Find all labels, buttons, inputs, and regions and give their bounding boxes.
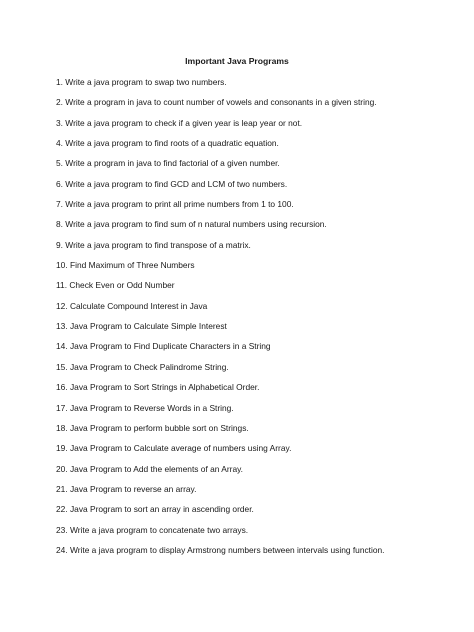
list-item: 15. Java Program to Check Palindrome String. <box>56 361 229 372</box>
list-item: 3. Write a java program to check if a given year is leap year or not. <box>56 117 303 128</box>
list-item: 22. Java Program to sort an array in ascending order. <box>56 504 254 515</box>
list-item: 10. Find Maximum of Three Numbers <box>56 260 195 271</box>
list-item: 4. Write a java program to find roots of a quadratic equation. <box>56 138 279 149</box>
list-item: 8. Write a java program to find sum of n natural numbers using recursion. <box>56 219 327 230</box>
list-item: 13. Java Program to Calculate Simple Interest <box>56 321 227 332</box>
list-item: 6. Write a java program to find GCD and LCM of two numbers. <box>56 178 288 189</box>
list-item: 19. Java Program to Calculate average of numbers using Array. <box>56 443 292 454</box>
list-item: 20. Java Program to Add the elements of an Array. <box>56 463 243 474</box>
list-item: 7. Write a java program to print all prime numbers from 1 to 100. <box>56 199 294 210</box>
list-item: 11. Check Even or Odd Number <box>56 280 175 291</box>
program-list <box>56 76 456 564</box>
list-item: 18. Java Program to perform bubble sort on Strings. <box>56 422 249 433</box>
list-item: 16. Java Program to Sort Strings in Alphabetical Order. <box>56 382 260 393</box>
list-item: 23. Write a java program to concatenate two arrays. <box>56 524 249 535</box>
list-item: 24. Write a java program to display Armstrong numbers between intervals using function. <box>56 544 385 555</box>
list-item: 2. Write a program in java to count number of vowels and consonants in a given string. <box>56 97 377 108</box>
list-item: 14. Java Program to Find Duplicate Characters in a String <box>56 341 271 352</box>
list-item: 17. Java Program to Reverse Words in a String. <box>56 402 234 413</box>
list-item: 1. Write a java program to swap two numbers. <box>56 77 227 87</box>
document-title: Important Java Programs <box>185 56 289 66</box>
list-item: 5. Write a program in java to find factorial of a given number. <box>56 158 280 169</box>
list-item: 12. Calculate Compound Interest in Java <box>56 300 208 311</box>
list-item: 21. Java Program to reverse an array. <box>56 483 197 494</box>
list-item: 9. Write a java program to find transpose of a matrix. <box>56 239 251 250</box>
